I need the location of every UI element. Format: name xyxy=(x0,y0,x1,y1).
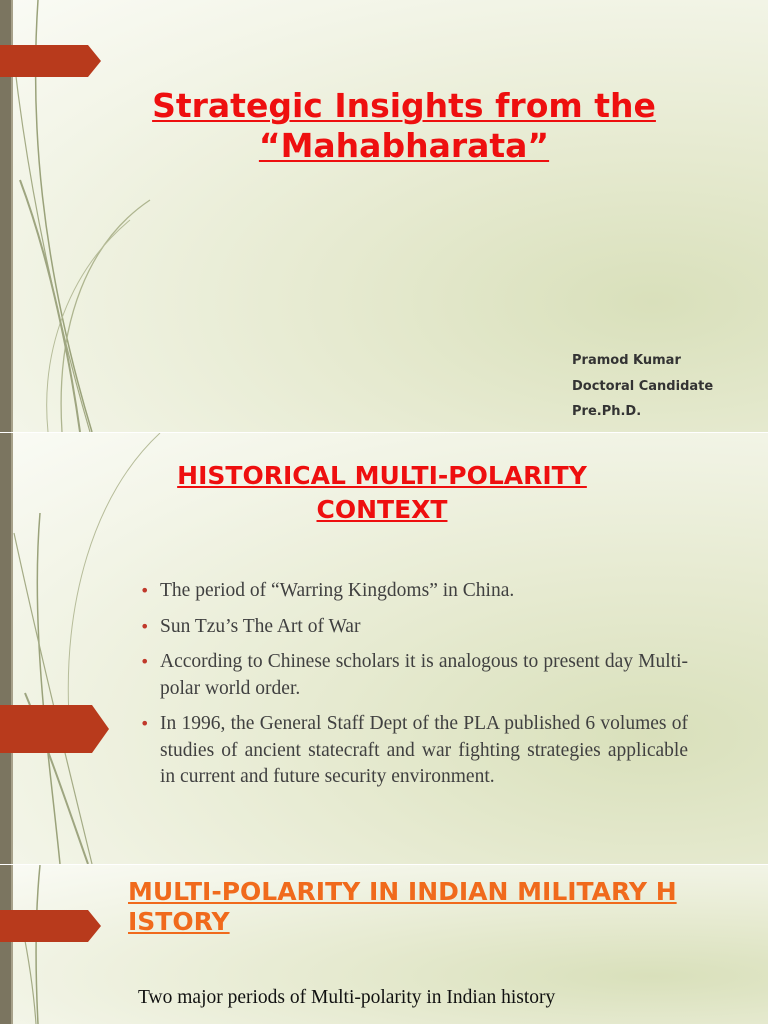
slide-title xyxy=(0,0,768,432)
author-name: Pramod Kumar xyxy=(572,353,681,368)
list-item xyxy=(130,984,555,1012)
slide-2-title-line-2: CONTEXT xyxy=(316,495,448,524)
bullet-dot-icon: • xyxy=(140,714,150,733)
slide-2-title xyxy=(120,459,644,527)
list-item xyxy=(140,578,688,605)
arrow-tab-1 xyxy=(0,45,102,77)
author-degree: Pre.Ph.D. xyxy=(572,404,642,419)
slide-2-title-line-1: HISTORICAL MULTI-POLARITY xyxy=(177,461,587,490)
author-role: Doctoral Candidate xyxy=(572,378,714,394)
author-block xyxy=(572,348,713,425)
slide-1-title-line-2: “Mahabharata” xyxy=(258,126,550,165)
bullet-dot-icon: • xyxy=(140,616,150,636)
slide-1-title xyxy=(104,86,704,166)
slide-2-bullet-list xyxy=(140,578,688,800)
arrow-tab-3 xyxy=(0,910,102,942)
bullet-text: In 1996, the General Staff Dept of the PLA published 6 volumes of studies of ancient statecraft and war fighting strategies applicable in current and future security environment. xyxy=(160,713,688,787)
list-item xyxy=(140,711,688,791)
bullet-text: Two major periods of Multi-polarity in Indian history xyxy=(138,987,556,1008)
list-item xyxy=(140,649,688,702)
slide-3-title xyxy=(128,877,680,937)
slide-3-title-text: MULTI-POLARITY IN INDIAN MILITARY HISTORY xyxy=(128,877,677,936)
list-item xyxy=(140,614,688,641)
bullet-text: The period of “Warring Kingdoms” in China. xyxy=(160,580,515,601)
slide-1-title-line-1: Strategic Insights from the xyxy=(152,86,656,125)
arrow-tab-2 xyxy=(0,705,110,753)
bullet-dot-icon: • xyxy=(140,652,150,671)
bullet-text: Sun Tzu’s The Art of War xyxy=(160,615,361,637)
bullet-dot-icon: • xyxy=(140,581,150,600)
bullet-text: According to Chinese scholars it is analogous to present day Multi-polar world order. xyxy=(160,651,688,699)
